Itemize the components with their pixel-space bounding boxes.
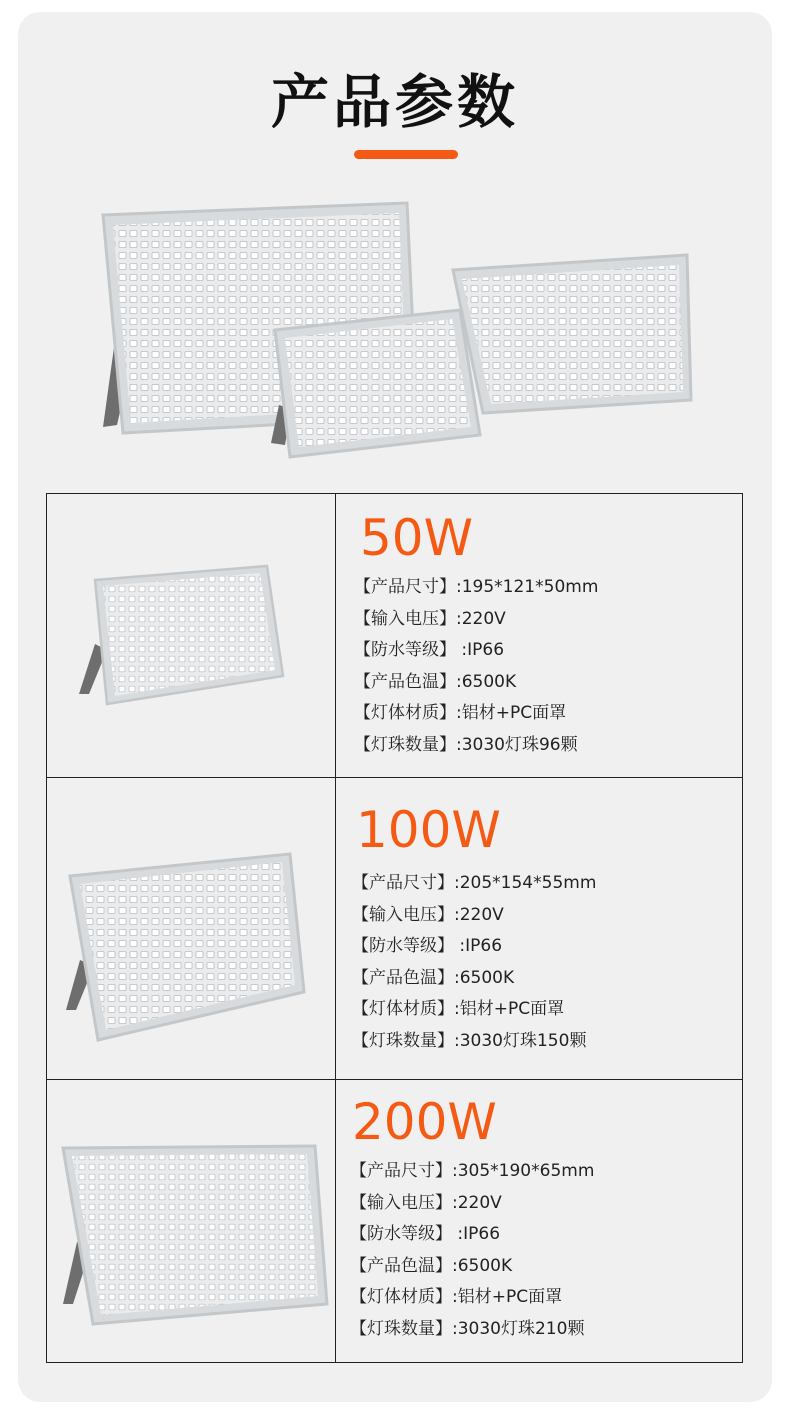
page-title: 产品参数 <box>270 68 519 136</box>
spec-value: :305*190*65mm <box>452 1161 595 1181</box>
spec-value: :220V <box>456 608 506 629</box>
list-item <box>350 1314 594 1346</box>
lamp-200w-image <box>57 1142 332 1327</box>
spec-value: :205*154*55mm <box>454 873 597 893</box>
list-item <box>352 900 596 932</box>
spec-label: 【产品色温】 <box>350 1255 452 1276</box>
list-item <box>354 730 598 762</box>
spec-table <box>46 493 743 1363</box>
spec-label: 【灯体材质】 <box>352 999 454 1019</box>
spec-value: :220V <box>454 904 504 925</box>
spec-label: 【输入电压】 <box>354 608 456 629</box>
product-info-cell <box>336 1080 743 1363</box>
list-item <box>354 604 598 636</box>
spec-value: :铝材+PC面罩 <box>454 999 565 1019</box>
title-underline <box>354 150 458 159</box>
spec-label: 【防水等级】 <box>350 1224 452 1244</box>
list-item <box>354 572 598 604</box>
list-item <box>350 1156 594 1188</box>
list-item <box>354 698 598 730</box>
list-item <box>350 1219 594 1251</box>
lamp-50w-image <box>77 564 289 709</box>
spec-list <box>354 572 598 761</box>
spec-label: 【灯珠数量】 <box>352 1030 454 1051</box>
spec-value: :195*121*50mm <box>456 577 599 597</box>
list-item <box>350 1282 594 1314</box>
table-row <box>47 1080 743 1363</box>
spec-value: :铝材+PC面罩 <box>456 703 567 723</box>
spec-label: 【灯体材质】 <box>354 703 456 723</box>
list-item <box>354 667 598 699</box>
list-item <box>352 1026 596 1058</box>
spec-value: :220V <box>452 1192 502 1213</box>
spec-value: :IP66 <box>454 936 503 956</box>
product-image-cell <box>47 1080 336 1363</box>
list-item <box>352 994 596 1026</box>
spec-list <box>352 868 596 1057</box>
spec-label: 【产品色温】 <box>352 967 454 988</box>
spec-value: :IP66 <box>452 1224 501 1244</box>
list-item <box>352 931 596 963</box>
spec-list <box>350 1156 594 1345</box>
table-row <box>47 494 743 778</box>
hero-product-image <box>95 195 705 465</box>
spec-label: 【产品尺寸】 <box>354 577 456 597</box>
power-rating: 100W <box>356 801 501 859</box>
spec-value: :3030灯珠150颗 <box>454 1030 587 1051</box>
product-info-cell <box>336 778 743 1080</box>
spec-label: 【输入电压】 <box>350 1192 452 1213</box>
spec-label: 【防水等级】 <box>354 640 456 660</box>
spec-value: :6500K <box>456 671 517 692</box>
list-item <box>352 963 596 995</box>
spec-label: 【灯体材质】 <box>350 1287 452 1307</box>
product-image-cell <box>47 778 336 1080</box>
spec-value: :3030灯珠210颗 <box>452 1318 585 1339</box>
list-item <box>352 868 596 900</box>
lamp-100w-image <box>62 850 322 1045</box>
list-item <box>354 635 598 667</box>
spec-value: :铝材+PC面罩 <box>452 1287 563 1307</box>
product-image-cell <box>47 494 336 778</box>
spec-value: :6500K <box>454 967 515 988</box>
table-row <box>47 778 743 1080</box>
spec-label: 【输入电压】 <box>352 904 454 925</box>
spec-label: 【产品尺寸】 <box>350 1161 452 1181</box>
spec-value: :IP66 <box>456 640 505 660</box>
product-info-cell <box>336 494 743 778</box>
spec-value: :3030灯珠96颗 <box>456 734 578 755</box>
spec-value: :6500K <box>452 1255 513 1276</box>
power-rating: 50W <box>360 509 474 567</box>
spec-label: 【产品尺寸】 <box>352 873 454 893</box>
list-item <box>350 1251 594 1283</box>
spec-label: 【产品色温】 <box>354 671 456 692</box>
list-item <box>350 1188 594 1220</box>
spec-label: 【灯珠数量】 <box>350 1318 452 1339</box>
power-rating: 200W <box>352 1093 497 1151</box>
spec-label: 【防水等级】 <box>352 936 454 956</box>
spec-label: 【灯珠数量】 <box>354 734 456 755</box>
